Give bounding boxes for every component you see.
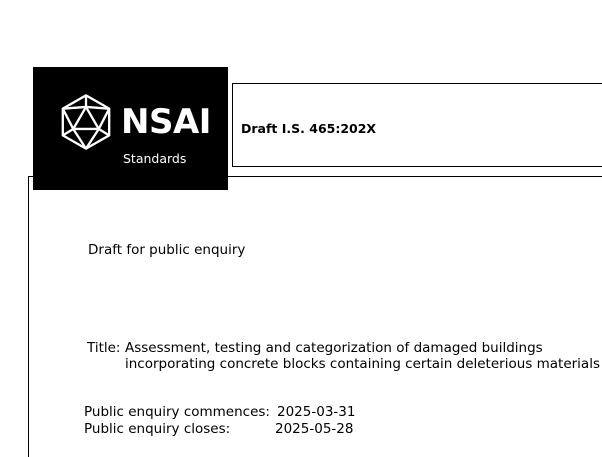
- logo-subtitle: Standards: [123, 151, 187, 166]
- nsai-logo: [33, 67, 228, 190]
- page-frame-left-rule: [28, 176, 29, 457]
- logo-wordmark: NSAI: [121, 102, 211, 142]
- nsai-icosahedron-emblem-icon: [57, 93, 115, 151]
- title-label: Title:: [87, 340, 121, 356]
- document-id-box: [232, 83, 602, 167]
- enquiry-closes-label: Public enquiry closes:: [84, 421, 231, 437]
- title-text-line-2: incorporating concrete blocks containing certain deleterious materials: [125, 356, 600, 372]
- enquiry-closes-date: 2025-05-28: [275, 421, 354, 437]
- enquiry-commences-date: 2025-03-31: [277, 404, 356, 420]
- title-text-line-1: Assessment, testing and categorization of damaged buildings: [125, 340, 543, 356]
- document-status: Draft for public enquiry: [88, 242, 246, 258]
- enquiry-commences-label: Public enquiry commences:: [84, 404, 270, 420]
- document-id: Draft I.S. 465:202X: [241, 121, 377, 136]
